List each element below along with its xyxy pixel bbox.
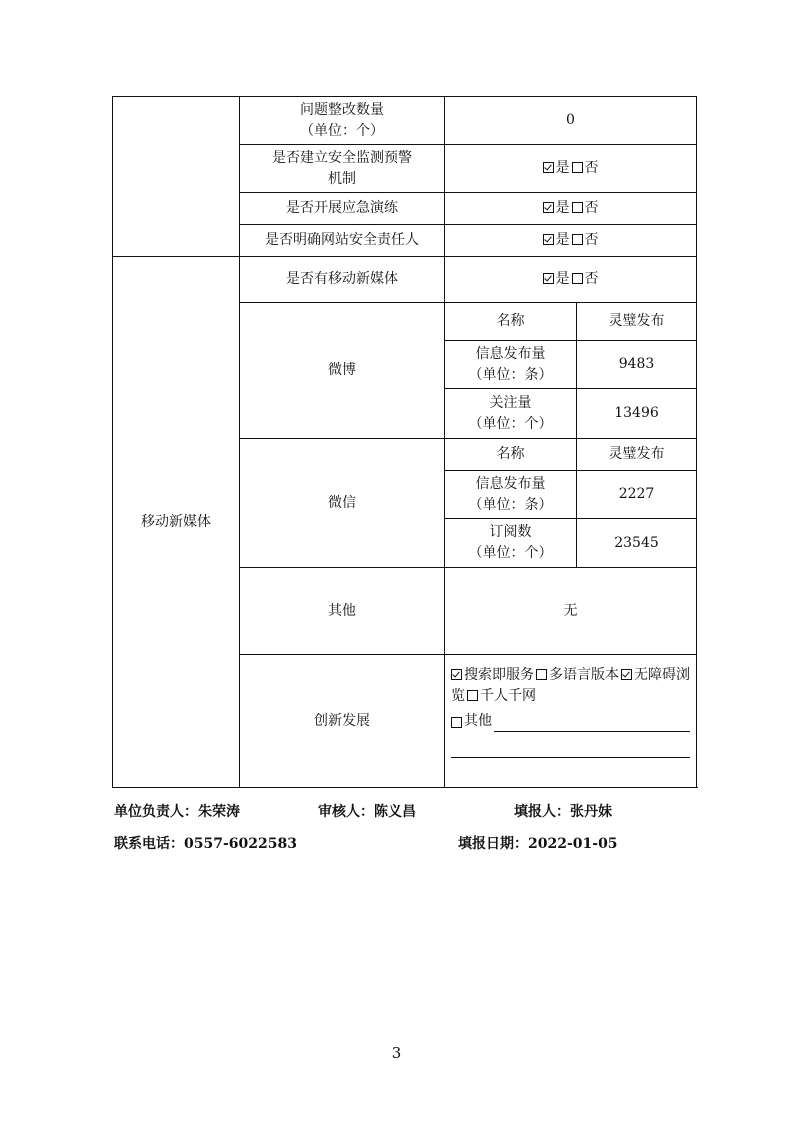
- wechat-name-header: 名称: [445, 439, 577, 471]
- monitor-choice: 是 否: [445, 145, 697, 193]
- checkbox-checked-icon: [543, 202, 554, 213]
- weibo-name-header: 名称: [445, 303, 577, 341]
- fill-date: 填报日期：2022-01-05: [458, 836, 618, 852]
- innovation-options: [445, 655, 697, 788]
- table-row: [113, 257, 697, 303]
- weibo-name-value: 灵璧发布: [577, 303, 697, 341]
- reviewer: 审核人：陈义昌: [318, 804, 416, 820]
- has-media-label: 是否有移动新媒体: [240, 257, 445, 303]
- weibo-posts-label: 信息发布量 （单位：条）: [445, 341, 577, 389]
- innovation-section-label: 创新发展: [240, 655, 445, 788]
- weibo-followers-label: 关注量 （单位：个）: [445, 389, 577, 439]
- checkbox-checked-icon: [543, 273, 554, 284]
- page-number: 3: [391, 1044, 402, 1062]
- opt-other-label: 其他: [464, 713, 492, 729]
- fill-in-line: [494, 717, 690, 732]
- table-row: [113, 97, 697, 145]
- rectify-count-label: 问题整改数量 （单位：个）: [240, 97, 445, 145]
- wechat-subs-value: 23545: [577, 519, 697, 568]
- checkbox-checked-icon: [543, 162, 554, 173]
- opt-personal-label: 千人千网: [480, 688, 536, 704]
- contact-phone: 联系电话：0557-6022583: [114, 836, 297, 852]
- opt-multilang-label: 多语言版本: [549, 667, 619, 683]
- checkbox-checked-icon: [621, 669, 632, 680]
- media-section-label: 移动新媒体: [113, 257, 240, 788]
- fill-in-line: [451, 756, 690, 758]
- filler: 填报人：张丹妹: [514, 804, 612, 820]
- other-media-value: 无: [445, 568, 697, 655]
- responsible-choice: 是 否: [445, 225, 697, 257]
- wechat-name-value: 灵璧发布: [577, 439, 697, 471]
- innovation-options-line: [451, 665, 690, 707]
- wechat-posts-label: 信息发布量 （单位：条）: [445, 471, 577, 519]
- drill-choice: 是 否: [445, 193, 697, 225]
- has-media-choice: 是 否: [445, 257, 697, 303]
- responsible-label: 是否明确网站安全责任人: [240, 225, 445, 257]
- weibo-label: 微博: [240, 303, 445, 439]
- unit-head: 单位负责人：朱荣涛: [114, 804, 240, 820]
- opt-accessible-label: 无障碍浏览: [451, 667, 690, 704]
- rectify-count-value: 0: [445, 97, 697, 145]
- checkbox-empty-icon: [451, 717, 462, 728]
- checkbox-checked-icon: [543, 234, 554, 245]
- wechat-posts-value: 2227: [577, 471, 697, 519]
- monitor-label: 是否建立安全监测预警 机制: [240, 145, 445, 193]
- wechat-subs-label: 订阅数 （单位：个）: [445, 519, 577, 568]
- wechat-label: 微信: [240, 439, 445, 568]
- drill-label: 是否开展应急演练: [240, 193, 445, 225]
- checkbox-empty-icon: [536, 669, 547, 680]
- checkbox-empty-icon: [572, 234, 583, 245]
- checkbox-empty-icon: [467, 690, 478, 701]
- report-table: [112, 96, 697, 788]
- checkbox-empty-icon: [572, 273, 583, 284]
- checkbox-empty-icon: [572, 202, 583, 213]
- weibo-posts-value: 9483: [577, 341, 697, 389]
- weibo-followers-value: 13496: [577, 389, 697, 439]
- checkbox-empty-icon: [572, 162, 583, 173]
- other-media-label: 其他: [240, 568, 445, 655]
- innovation-other-line: [451, 711, 690, 732]
- security-section-cell: [113, 97, 240, 257]
- opt-search-label: 搜索即服务: [464, 667, 534, 683]
- checkbox-checked-icon: [451, 669, 462, 680]
